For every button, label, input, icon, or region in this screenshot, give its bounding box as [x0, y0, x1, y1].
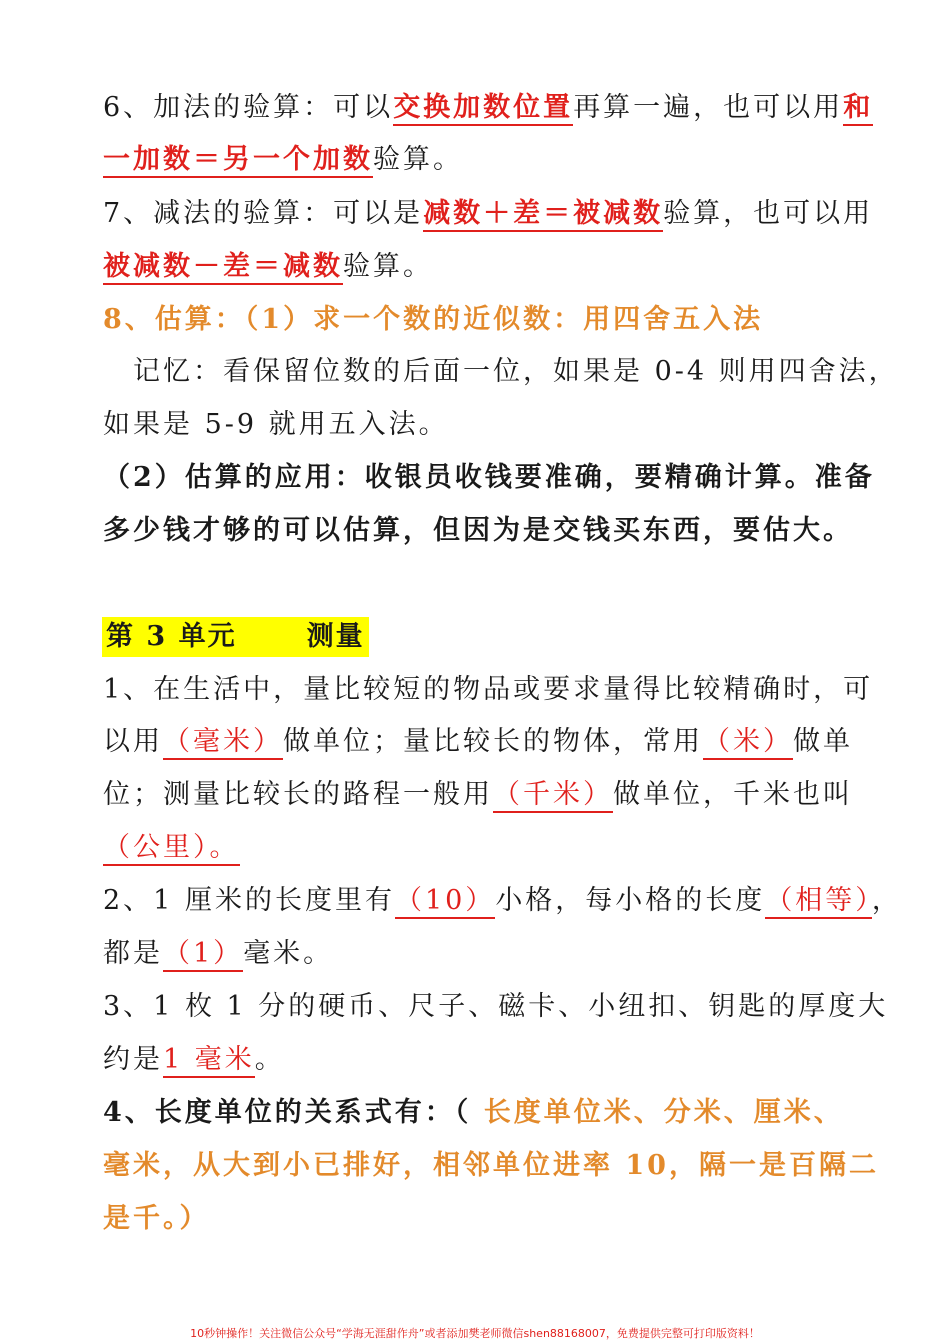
item-6-formula: 一加数＝另一个加数: [103, 144, 373, 178]
q1-answer-gongli: （公里）。: [103, 832, 240, 866]
q2-answer-10: （10）: [395, 885, 495, 919]
item-7-text: 7、减法的验算：可以是: [103, 198, 424, 229]
item-8-title: 8、估算：（1）求一个数的近似数：用四舍五入法: [103, 304, 764, 335]
q3-line-1: 3、1 枚 1 分的硬币、尺子、磁卡、小纽扣、钥匙的厚度大: [103, 991, 889, 1022]
item-7-formula-1: 减数＋差＝被减数: [423, 198, 663, 232]
q1-text-4: 位；测量比较长的路程一般用: [103, 779, 493, 810]
q1-text-3: 做单: [793, 726, 853, 757]
q2-text-2: 小格，每小格的长度: [495, 885, 766, 916]
q4-rule-1: 长度单位米、分米、厘米、: [471, 1097, 844, 1128]
item-7-text-2: 验算，也可以用: [663, 198, 874, 229]
q2-answer-equal: （相等）: [765, 885, 872, 919]
q4-text: 4、长度单位的关系式有：（: [103, 1097, 472, 1128]
q2-text-3: 都是: [103, 938, 163, 969]
item-7-line-1: [103, 195, 874, 233]
footer-notice: 10秒钟操作！关注微信公众号“学海无涯甜作舟”或者添加樊老师微信shen88168007，免费提供完整可打印版资料！: [190, 1327, 760, 1340]
q3-period: 。: [254, 1044, 285, 1075]
q2-text-4: 毫米。: [243, 938, 334, 969]
item-8-memory-1: 记忆：看保留位数的后面一位，如果是 0-4 则用四舍法，: [133, 356, 899, 387]
q1-line-1: 1、在生活中，量比较短的物品或要求量得比较精确时，可: [103, 674, 874, 705]
unit-topic: 测量: [306, 621, 365, 652]
unit-number: 第 3 单元: [106, 621, 237, 652]
q3-line-2: [103, 1041, 855, 1079]
unit-heading: [102, 617, 369, 657]
item-6-highlight: 交换加数位置: [393, 92, 573, 126]
item-8-memory-2: 如果是 5-9 就用五入法。: [103, 409, 449, 440]
q3-text: 约是: [103, 1044, 163, 1075]
q1-answer-mm: （毫米）: [163, 726, 283, 760]
item-6-line-1: [103, 89, 874, 127]
q2-text: 2、1 厘米的长度里有: [103, 885, 395, 916]
q4-line-2: 毫米，从大到小已排好，相邻单位进率 10，隔一是百隔二: [103, 1150, 879, 1181]
q4-line-3: 是千。）: [103, 1203, 210, 1234]
item-8-application-1: （2）估算的应用：收银员收钱要准确，要精确计算。准备: [103, 462, 875, 493]
q1-answer-m: （米）: [703, 726, 793, 760]
q1-text: 以用: [103, 726, 163, 757]
q1-line-2: [103, 723, 855, 761]
q2-answer-1: （1）: [163, 938, 243, 972]
item-6-tail: 验算。: [373, 144, 463, 175]
q1-answer-km: （千米）: [493, 779, 613, 813]
item-7-tail: 验算。: [343, 251, 433, 282]
item-7-formula-2: 被减数－差＝减数: [103, 251, 343, 285]
item-8-application-2: 多少钱才够的可以估算，但因为是交钱买东西，要估大。: [103, 515, 853, 546]
item-6-line-2: [103, 141, 855, 179]
item-6-text-2: 再算一遍，也可以用: [573, 92, 844, 123]
q4-line-1: [103, 1094, 855, 1132]
item-6-text: 6、加法的验算：可以: [103, 92, 394, 123]
q1-line-3: [103, 776, 855, 814]
q1-line-4: [103, 829, 855, 867]
q3-answer: 1 毫米: [163, 1044, 255, 1078]
item-7-line-2: [103, 248, 855, 286]
q1-text-5: 做单位，千米也叫: [613, 779, 853, 810]
q2-line-1: [103, 882, 902, 920]
q2-line-2: [103, 935, 855, 973]
q2-comma: ，: [871, 885, 902, 916]
q1-text-2: 做单位；量比较长的物体，常用: [283, 726, 703, 757]
item-6-highlight-2: 和: [843, 92, 873, 126]
